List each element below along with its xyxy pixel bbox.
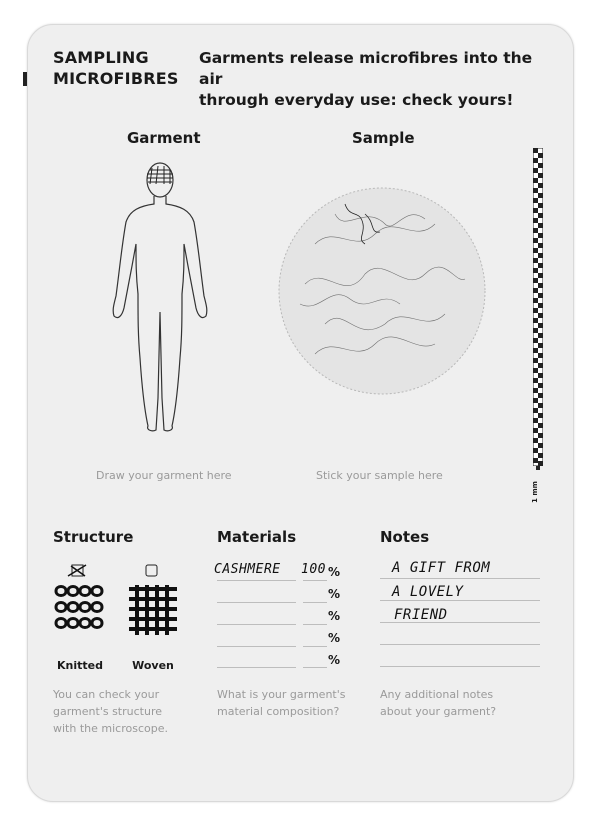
structure-heading: Structure	[53, 528, 134, 546]
ruler-label: 1 mm	[530, 481, 539, 503]
material-value-1[interactable]: 100	[301, 562, 326, 577]
knitted-label: Knitted	[57, 659, 103, 672]
note-text-2[interactable]: A LOVELY	[392, 584, 464, 600]
material-unit-5: %	[328, 653, 341, 667]
notes-hint	[380, 686, 496, 720]
structure-hint-line-1: You can check your	[53, 688, 160, 701]
material-value-line-1[interactable]	[303, 580, 327, 581]
notes-hint-line-1: Any additional notes	[380, 688, 494, 701]
body-outline-drawing-area[interactable]	[104, 158, 216, 438]
note-text-1[interactable]: A GIFT FROM	[392, 560, 491, 576]
structure-option-woven[interactable]	[125, 563, 181, 672]
material-name-line-2[interactable]	[217, 602, 296, 603]
note-line-2[interactable]	[380, 600, 540, 601]
material-name-line-3[interactable]	[217, 624, 296, 625]
materials-heading: Materials	[217, 528, 297, 546]
material-value-line-5[interactable]	[303, 667, 327, 668]
woven-checkbox[interactable]	[146, 565, 157, 576]
structure-hint-line-3: with the microscope.	[53, 722, 168, 735]
materials-hint	[217, 686, 346, 720]
note-text-3[interactable]: FRIEND	[394, 607, 448, 623]
title-line-2: MICROFIBRES	[53, 69, 179, 88]
structure-hint	[53, 686, 168, 737]
note-line-1[interactable]	[380, 578, 540, 579]
material-unit-3: %	[328, 609, 341, 623]
note-line-4[interactable]	[380, 644, 540, 645]
worksheet-subtitle	[199, 48, 539, 111]
material-value-line-3[interactable]	[303, 624, 327, 625]
material-name-line-5[interactable]	[217, 667, 296, 668]
sample-sticker-area[interactable]	[275, 184, 489, 398]
subtitle-line-2: through everyday use: check yours!	[199, 91, 514, 109]
title-line-1: SAMPLING	[53, 48, 149, 67]
material-name-line-4[interactable]	[217, 646, 296, 647]
sample-label: Sample	[352, 129, 415, 147]
materials-hint-line-2: material composition?	[217, 705, 340, 718]
material-value-line-2[interactable]	[303, 602, 327, 603]
edge-mark	[23, 72, 27, 86]
garment-hint: Draw your garment here	[96, 469, 232, 482]
garment-label: Garment	[127, 129, 201, 147]
knitted-pattern-icon	[52, 563, 108, 649]
material-unit-4: %	[328, 631, 341, 645]
structure-hint-line-2: garment's structure	[53, 705, 162, 718]
material-value-line-4[interactable]	[303, 646, 327, 647]
subtitle-line-1: Garments release microfibres into the air	[199, 49, 533, 88]
materials-hint-line-1: What is your garment's	[217, 688, 346, 701]
notes-heading: Notes	[380, 528, 430, 546]
scale-ruler	[533, 148, 543, 466]
ruler-tick	[536, 466, 540, 470]
note-line-3[interactable]	[380, 622, 540, 623]
worksheet-title	[53, 47, 179, 89]
material-unit-2: %	[328, 587, 341, 601]
material-unit-1: %	[328, 565, 341, 579]
woven-label: Woven	[132, 659, 174, 672]
notes-hint-line-2: about your garment?	[380, 705, 497, 718]
sample-hint: Stick your sample here	[316, 469, 443, 482]
material-name-line-1[interactable]	[217, 580, 296, 581]
woven-pattern-icon	[125, 563, 181, 649]
note-line-5[interactable]	[380, 666, 540, 667]
structure-option-knitted[interactable]	[52, 563, 108, 672]
material-name-1[interactable]: CASHMERE	[214, 562, 281, 577]
